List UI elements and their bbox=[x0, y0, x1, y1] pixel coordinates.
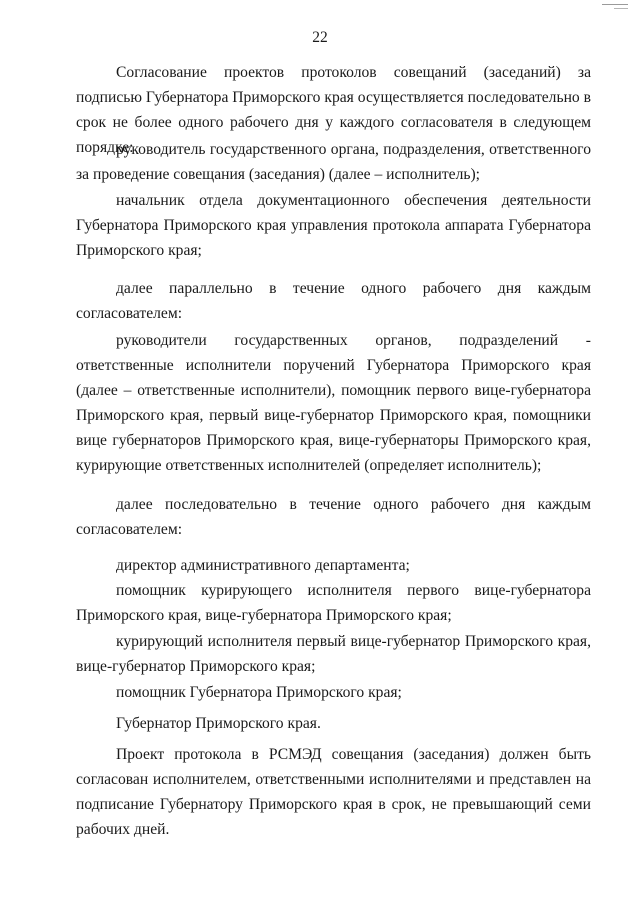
paragraph-curator-assistant: помощник курирующего исполнителя первого вице-губернатора Приморского края, вице-губернатора Приморского края; bbox=[76, 582, 591, 624]
paragraph-responsible-executors: руководители государственных органов, подразделений - ответственные исполнители поручений Губернатора Приморского края (далее – ответственные исполнители), помощник первого вице-губернатора Приморского края, первый вице-губернатор Приморского края, помощники вице губернаторов Приморского края, вице-губернаторы Приморского края, курирующие ответственных исполнителей (определяет исполнитель); bbox=[76, 332, 591, 474]
corner-mark bbox=[602, 4, 628, 5]
paragraph-admin-director: директор административного департамента; bbox=[116, 557, 410, 574]
paragraph-governor: Губернатор Приморского края. bbox=[116, 715, 321, 732]
paragraph-parallel-stage: далее параллельно в течение одного рабочего дня каждым согласователем: bbox=[76, 280, 591, 322]
paragraph-approval-intro: Согласование проектов протоколов совещаний (заседаний) за подписью Губернатора Приморского края осуществляется последовательно в срок не более одного рабочего дня у каждого согласователя в следующем порядке: bbox=[76, 64, 591, 156]
paragraph-department-head: начальник отдела документационного обеспечения деятельности Губернатора Приморского края управления протокола аппарата Губернатора Приморского края; bbox=[76, 192, 591, 259]
paragraph-curator-vice-governor: курирующий исполнителя первый вице-губернатор Приморского края, вице-губернатор Приморского края; bbox=[76, 633, 591, 675]
paragraph-deadline: Проект протокола в РСМЭД совещания (заседания) должен быть согласован исполнителем, ответственными исполнителями и представлен на подписание Губернатору Приморского края в срок, не превышающий семи рабочих дней. bbox=[76, 746, 591, 838]
paragraph-governor-assistant: помощник Губернатора Приморского края; bbox=[116, 684, 402, 701]
paragraph-sequential-stage: далее последовательно в течение одного рабочего дня каждым согласователем: bbox=[76, 496, 591, 538]
page-number: 22 bbox=[312, 29, 328, 46]
paragraph-executor: руководитель государственного органа, подразделения, ответственного за проведение совещания (заседания) (далее – исполнитель); bbox=[76, 141, 591, 183]
